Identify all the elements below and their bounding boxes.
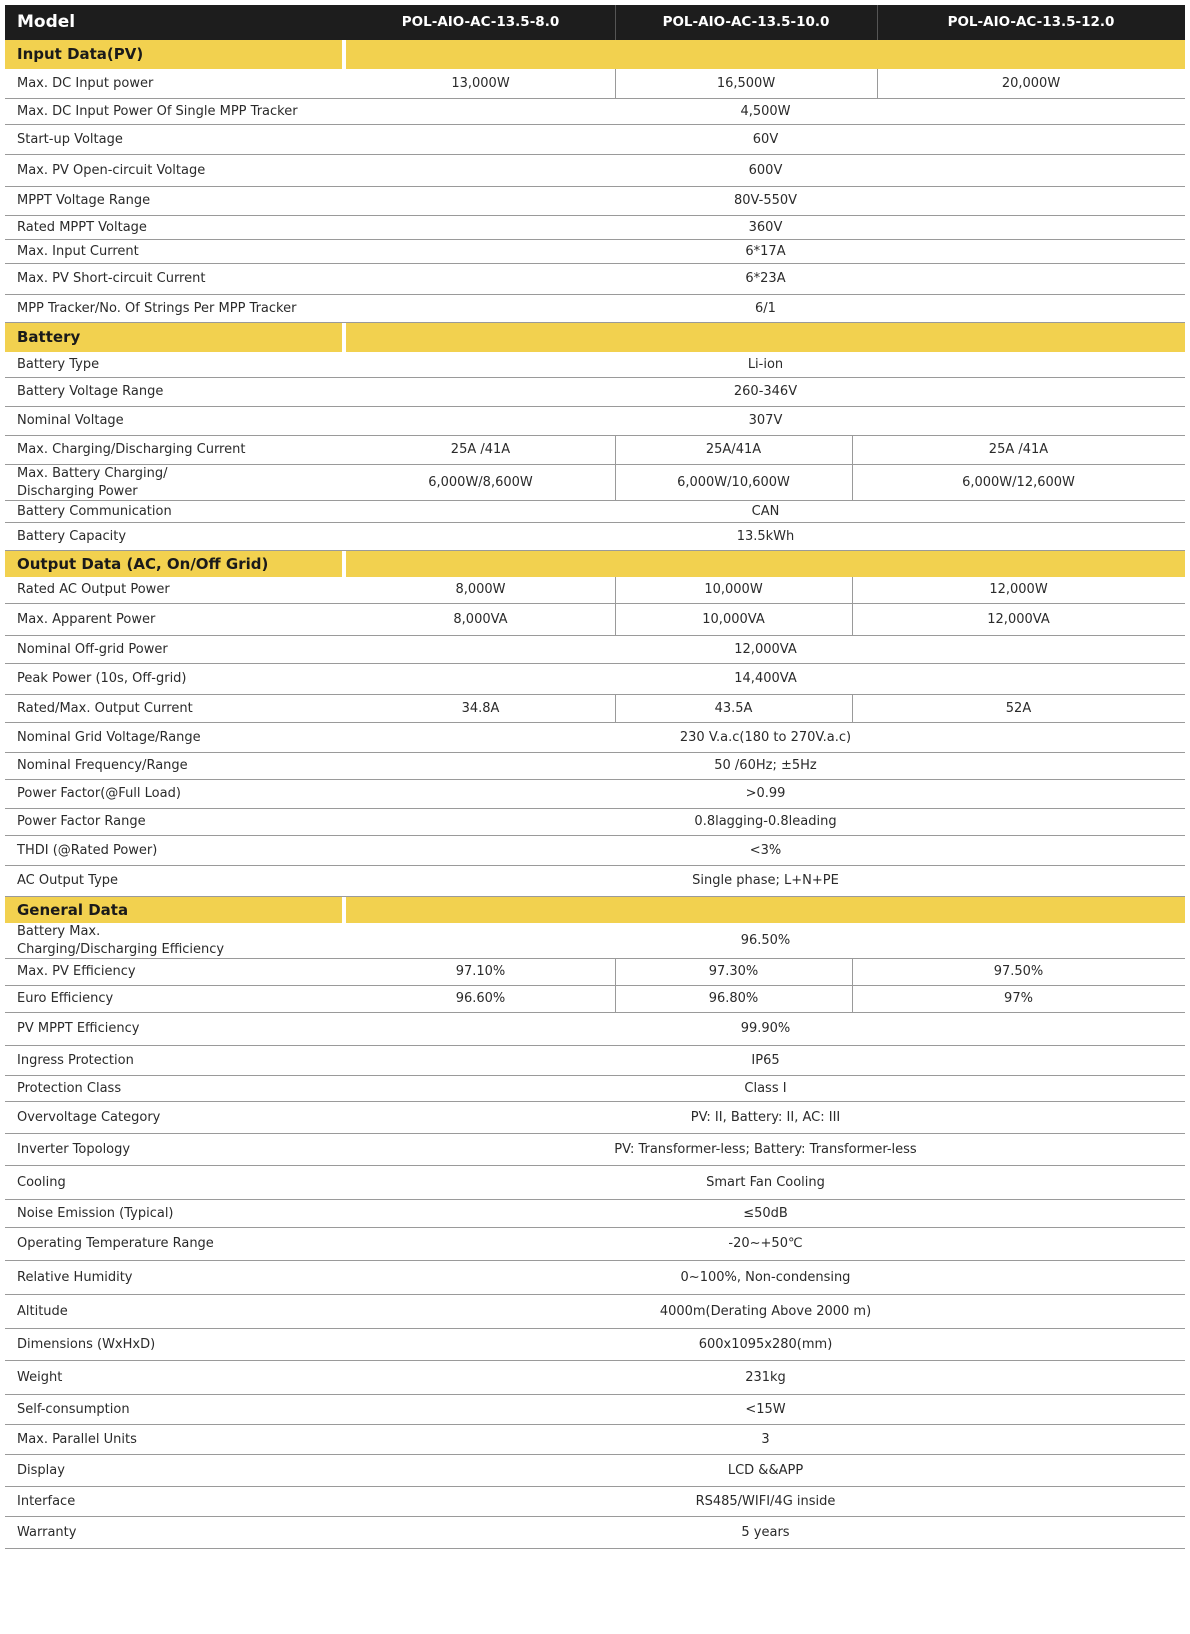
row-label: AC Output Type — [5, 866, 342, 896]
row-label: Peak Power (10s, Off-grid) — [5, 664, 342, 694]
row-value: 60V — [752, 131, 779, 147]
table-row — [5, 836, 1185, 866]
row-value: Li-ion — [747, 356, 784, 372]
row-label: Battery Communication — [5, 501, 342, 522]
column-divider — [852, 695, 853, 722]
row-label: Inverter Topology — [5, 1134, 342, 1165]
table-row — [5, 352, 1185, 378]
row-label: Battery Voltage Range — [5, 378, 342, 406]
row-label: Battery Type — [5, 352, 342, 377]
row-value: 12,000VA — [734, 641, 797, 657]
section-band — [346, 323, 1185, 352]
row-label: Euro Efficiency — [5, 986, 342, 1012]
row-value: 25A /41A — [988, 442, 1049, 458]
row-value: 25A/41A — [705, 442, 762, 458]
section-header-input-data-pv — [5, 40, 1185, 69]
row-value: 43.5A — [714, 700, 753, 716]
row-value: Smart Fan Cooling — [706, 1174, 825, 1190]
row-label: Nominal Off-grid Power — [5, 636, 342, 663]
row-value: >0.99 — [745, 786, 786, 802]
row-value: ≤50dB — [743, 1205, 788, 1221]
row-label: Noise Emission (Typical) — [5, 1200, 342, 1227]
row-label: Max. Input Current — [5, 240, 342, 263]
row-value: 12,000W — [989, 582, 1048, 598]
table-row — [5, 959, 1185, 986]
row-label: Display — [5, 1455, 342, 1486]
row-label: Protection Class — [5, 1076, 342, 1101]
row-value: 99.90% — [740, 1021, 791, 1037]
row-value: 600x1095x280(mm) — [698, 1336, 833, 1352]
row-value: 34.8A — [461, 700, 500, 716]
row-value: 97.10% — [455, 964, 506, 980]
row-value: <15W — [745, 1401, 786, 1417]
section-title: General Data — [5, 897, 342, 923]
row-label: Rated MPPT Voltage — [5, 216, 342, 239]
table-row — [5, 866, 1185, 897]
row-value: PV: Transformer-less; Battery: Transformer-less — [614, 1141, 917, 1157]
row-value: 13,000W — [451, 75, 510, 91]
row-label: MPP Tracker/No. Of Strings Per MPP Tracker — [5, 295, 342, 322]
row-value: LCD &&APP — [727, 1462, 804, 1478]
row-label: Max. PV Short-circuit Current — [5, 264, 342, 294]
row-label: Dimensions (WxHxD) — [5, 1329, 342, 1360]
table-row — [5, 264, 1185, 295]
row-value: 52A — [1005, 700, 1032, 716]
row-label: Interface — [5, 1487, 342, 1516]
table-row — [5, 604, 1185, 636]
column-divider — [852, 959, 853, 985]
table-row — [5, 1076, 1185, 1102]
row-label: Max. DC Input Power Of Single MPP Tracker — [5, 99, 342, 124]
row-label: Self-consumption — [5, 1395, 342, 1424]
row-label: Rated/Max. Output Current — [5, 695, 342, 722]
table-row — [5, 986, 1185, 1013]
table-row — [5, 378, 1185, 407]
section-title: Input Data(PV) — [5, 40, 342, 69]
section-title: Output Data (AC, On/Off Grid) — [5, 551, 342, 577]
row-label: Max. PV Open-circuit Voltage — [5, 155, 342, 186]
column-divider — [615, 959, 616, 985]
row-value: RS485/WIFI/4G inside — [695, 1493, 836, 1509]
table-row — [5, 1455, 1185, 1487]
section-band — [346, 897, 1185, 923]
row-value: 10,000W — [704, 582, 763, 598]
table-row — [5, 1361, 1185, 1395]
table-row — [5, 1295, 1185, 1329]
table-row — [5, 1261, 1185, 1295]
section-header-battery — [5, 323, 1185, 352]
table-row — [5, 1013, 1185, 1046]
row-label: Cooling — [5, 1166, 342, 1199]
row-label: Overvoltage Category — [5, 1102, 342, 1133]
row-value: 14,400VA — [734, 671, 797, 687]
row-value: PV: II, Battery: II, AC: III — [690, 1109, 841, 1125]
row-label: Weight — [5, 1361, 342, 1394]
table-row — [5, 216, 1185, 240]
row-value: -20~+50℃ — [728, 1236, 803, 1252]
table-row — [5, 501, 1185, 523]
table-row — [5, 1134, 1185, 1166]
row-label: PV MPPT Efficiency — [5, 1013, 342, 1045]
row-value: 96.60% — [455, 991, 506, 1007]
row-label: Max. Parallel Units — [5, 1425, 342, 1454]
model-name: POL-AIO-AC-13.5-12.0 — [947, 14, 1115, 31]
row-label: Ingress Protection — [5, 1046, 342, 1075]
table-row — [5, 295, 1185, 323]
table-row — [5, 1395, 1185, 1425]
row-label: Power Factor Range — [5, 809, 342, 835]
table-row — [5, 1228, 1185, 1261]
model-name: POL-AIO-AC-13.5-8.0 — [401, 14, 560, 31]
table-row — [5, 187, 1185, 216]
row-value: 4000m(Derating Above 2000 m) — [659, 1303, 872, 1319]
row-label: Warranty — [5, 1517, 342, 1548]
table-row — [5, 1517, 1185, 1549]
row-label: Nominal Frequency/Range — [5, 753, 342, 779]
column-divider — [852, 604, 853, 635]
column-divider — [615, 577, 616, 603]
row-value: 96.50% — [740, 932, 791, 948]
table-row — [5, 523, 1185, 551]
row-value: 307V — [748, 413, 783, 429]
row-value: Class I — [744, 1080, 787, 1096]
table-row — [5, 636, 1185, 664]
row-value: 6*23A — [745, 271, 786, 287]
row-value: 0.8lagging-0.8leading — [694, 814, 837, 830]
row-value: 0~100%, Non-condensing — [680, 1269, 851, 1285]
table-row — [5, 1046, 1185, 1076]
table-row — [5, 1102, 1185, 1134]
row-label: Rated AC Output Power — [5, 577, 342, 603]
table-row — [5, 923, 1185, 959]
row-label: Max. Apparent Power — [5, 604, 342, 635]
table-row — [5, 436, 1185, 465]
model-name: POL-AIO-AC-13.5-10.0 — [662, 14, 830, 31]
row-label: Altitude — [5, 1295, 342, 1328]
row-value: 230 V.a.c(180 to 270V.a.c) — [679, 729, 852, 745]
row-value: 360V — [748, 219, 783, 235]
row-value: 6/1 — [755, 300, 776, 316]
table-row — [5, 723, 1185, 753]
row-label: Nominal Voltage — [5, 407, 342, 435]
table-row — [5, 69, 1185, 99]
table-row — [5, 577, 1185, 604]
model-label: Model — [17, 12, 76, 33]
table-row — [5, 664, 1185, 695]
row-label: Relative Humidity — [5, 1261, 342, 1294]
section-header-output-data-ac-on-off-grid — [5, 551, 1185, 577]
row-value: 25A /41A — [450, 442, 511, 458]
section-band — [346, 40, 1185, 69]
row-value: 16,500W — [716, 75, 776, 91]
row-value: 4,500W — [740, 103, 791, 119]
table-row — [5, 1329, 1185, 1361]
column-divider — [852, 577, 853, 603]
row-value: 600V — [748, 162, 783, 178]
row-value: 6,000W/8,600W — [428, 474, 533, 490]
row-value: IP65 — [751, 1052, 780, 1068]
column-divider — [615, 69, 616, 98]
row-value: <3% — [749, 842, 782, 858]
table-row — [5, 809, 1185, 836]
column-divider — [615, 465, 616, 500]
row-value: 97.50% — [993, 964, 1044, 980]
table-row — [5, 1166, 1185, 1200]
table-row — [5, 695, 1185, 723]
row-value: 231kg — [745, 1369, 786, 1385]
row-value: 20,000W — [1001, 75, 1061, 91]
row-label: Max. Charging/Discharging Current — [5, 436, 342, 464]
column-divider — [877, 69, 878, 98]
table-row — [5, 1487, 1185, 1517]
column-divider — [852, 986, 853, 1012]
row-value: 80V-550V — [733, 193, 798, 209]
row-value: 13.5kWh — [736, 528, 795, 544]
column-divider — [852, 436, 853, 464]
row-label: THDI (@Rated Power) — [5, 836, 342, 865]
row-value: Single phase; L+N+PE — [692, 873, 839, 889]
row-value: 5 years — [741, 1524, 790, 1540]
table-row — [5, 780, 1185, 809]
table-header — [5, 5, 1185, 40]
row-label: Operating Temperature Range — [5, 1228, 342, 1260]
row-value: 8,000VA — [453, 611, 508, 627]
column-divider — [615, 695, 616, 722]
table-row — [5, 465, 1185, 501]
row-value: 97.30% — [708, 964, 759, 980]
column-divider — [615, 986, 616, 1012]
row-value: 12,000VA — [987, 611, 1050, 627]
table-row — [5, 407, 1185, 436]
section-header-general-data — [5, 897, 1185, 923]
table-row — [5, 1425, 1185, 1455]
table-row — [5, 753, 1185, 780]
spec-table — [5, 5, 1185, 1575]
row-value: 96.80% — [708, 991, 759, 1007]
row-label: Max. Battery Charging/ Discharging Power — [5, 465, 342, 500]
row-value: 97% — [1004, 991, 1033, 1007]
row-value: 6,000W/12,600W — [962, 474, 1075, 490]
row-label: Battery Max. Charging/Discharging Efficiency — [5, 923, 342, 958]
row-label: Power Factor(@Full Load) — [5, 780, 342, 808]
row-value: CAN — [751, 503, 780, 519]
table-row — [5, 1200, 1185, 1228]
table-row — [5, 240, 1185, 264]
row-value: 260-346V — [733, 384, 798, 400]
column-divider — [615, 604, 616, 635]
row-value: 6*17A — [745, 243, 786, 259]
section-band — [346, 551, 1185, 577]
row-label: Start-up Voltage — [5, 125, 342, 154]
row-value: 10,000VA — [702, 611, 765, 627]
column-divider — [852, 465, 853, 500]
row-label: Nominal Grid Voltage/Range — [5, 723, 342, 752]
row-value: 6,000W/10,600W — [677, 474, 790, 490]
row-label: Battery Capacity — [5, 523, 342, 550]
row-label: MPPT Voltage Range — [5, 187, 342, 215]
row-value: 8,000W — [455, 582, 506, 598]
row-label: Max. PV Efficiency — [5, 959, 342, 985]
column-divider — [615, 5, 616, 40]
row-value: 50 /60Hz; ±5Hz — [714, 758, 817, 774]
row-label: Max. DC Input power — [5, 69, 342, 98]
column-divider — [615, 436, 616, 464]
column-divider — [877, 5, 878, 40]
row-value: 3 — [761, 1431, 770, 1447]
table-row — [5, 125, 1185, 155]
table-row — [5, 99, 1185, 125]
table-row — [5, 155, 1185, 187]
section-title: Battery — [5, 323, 342, 352]
